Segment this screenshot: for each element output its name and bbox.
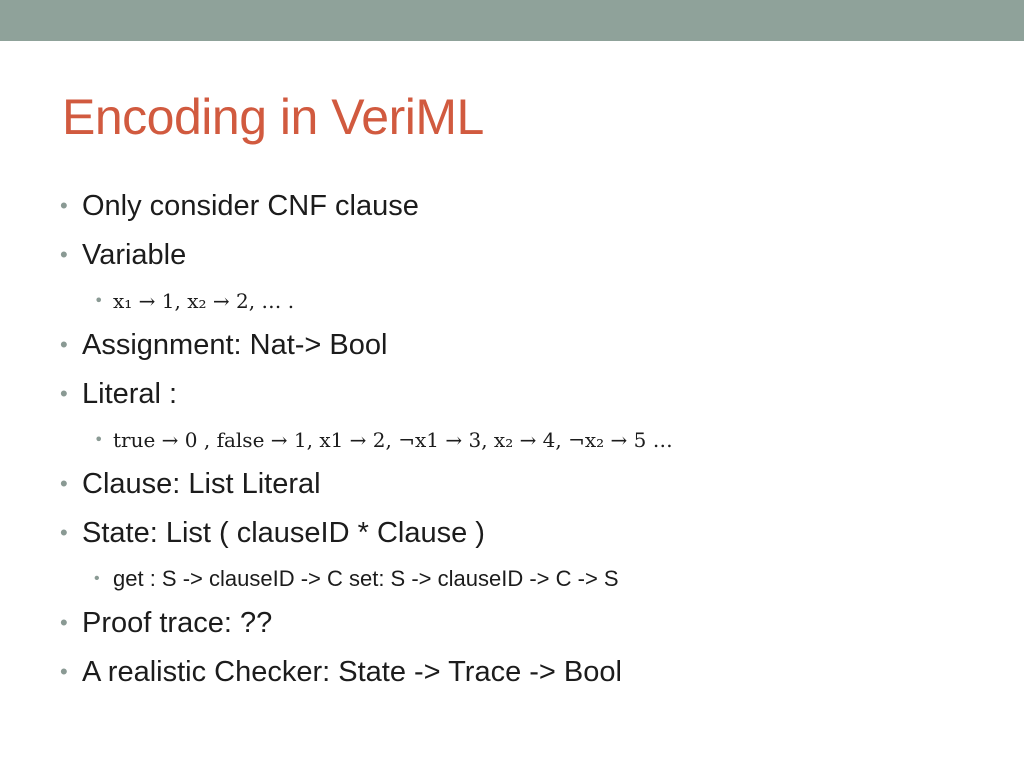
bullet-text: Proof trace: ?? — [82, 607, 273, 639]
bullet-dot-icon: • — [60, 659, 68, 684]
bullet-text: State: List ( clauseID * Clause ) — [82, 517, 485, 549]
top-accent-bar — [0, 0, 1024, 41]
slide-title: Encoding in VeriML — [62, 89, 484, 145]
bullet-dot-icon: • — [60, 610, 68, 635]
sub-bullet-item — [94, 287, 295, 315]
bullet-dot-icon: • — [60, 381, 68, 406]
bullet-item — [60, 516, 485, 550]
bullet-dot-icon: • — [60, 242, 68, 267]
bullet-dot-icon: • — [94, 570, 100, 587]
sub-bullet-text: x₁ → 1, x₂ → 2, … . — [113, 289, 295, 313]
bullet-dot-icon: • — [60, 520, 68, 545]
bullet-item — [60, 467, 321, 501]
bullet-dot-icon: • — [60, 471, 68, 496]
sub-bullet-text: get : S -> clauseID -> C set: S -> clauseID -> C -> S — [113, 566, 619, 591]
bullet-text: A realistic Checker: State -> Trace -> Bool — [82, 656, 622, 688]
bullet-item — [60, 328, 388, 362]
sub-bullet-item — [94, 565, 619, 593]
bullet-text: Only consider CNF clause — [82, 190, 419, 222]
bullet-text: Clause: List Literal — [82, 468, 321, 500]
bullet-item — [60, 238, 187, 272]
bullet-text: Literal : — [82, 378, 178, 410]
bullet-dot-icon: • — [94, 430, 104, 449]
bullet-dot-icon: • — [60, 193, 68, 218]
bullet-item — [60, 189, 419, 223]
sub-bullet-text: true → 0 , false → 1, x1 → 2, ¬x1 → 3, x₂ → 4, ¬x₂ → 5 … — [113, 428, 673, 452]
bullet-dot-icon: • — [60, 332, 68, 357]
sub-bullet-item — [94, 426, 673, 454]
bullet-text: Assignment: Nat-> Bool — [82, 329, 388, 361]
bullet-item — [60, 377, 178, 411]
bullet-item — [60, 655, 622, 689]
bullet-item — [60, 606, 273, 640]
bullet-dot-icon: • — [94, 291, 104, 310]
bullet-text: Variable — [82, 239, 187, 271]
